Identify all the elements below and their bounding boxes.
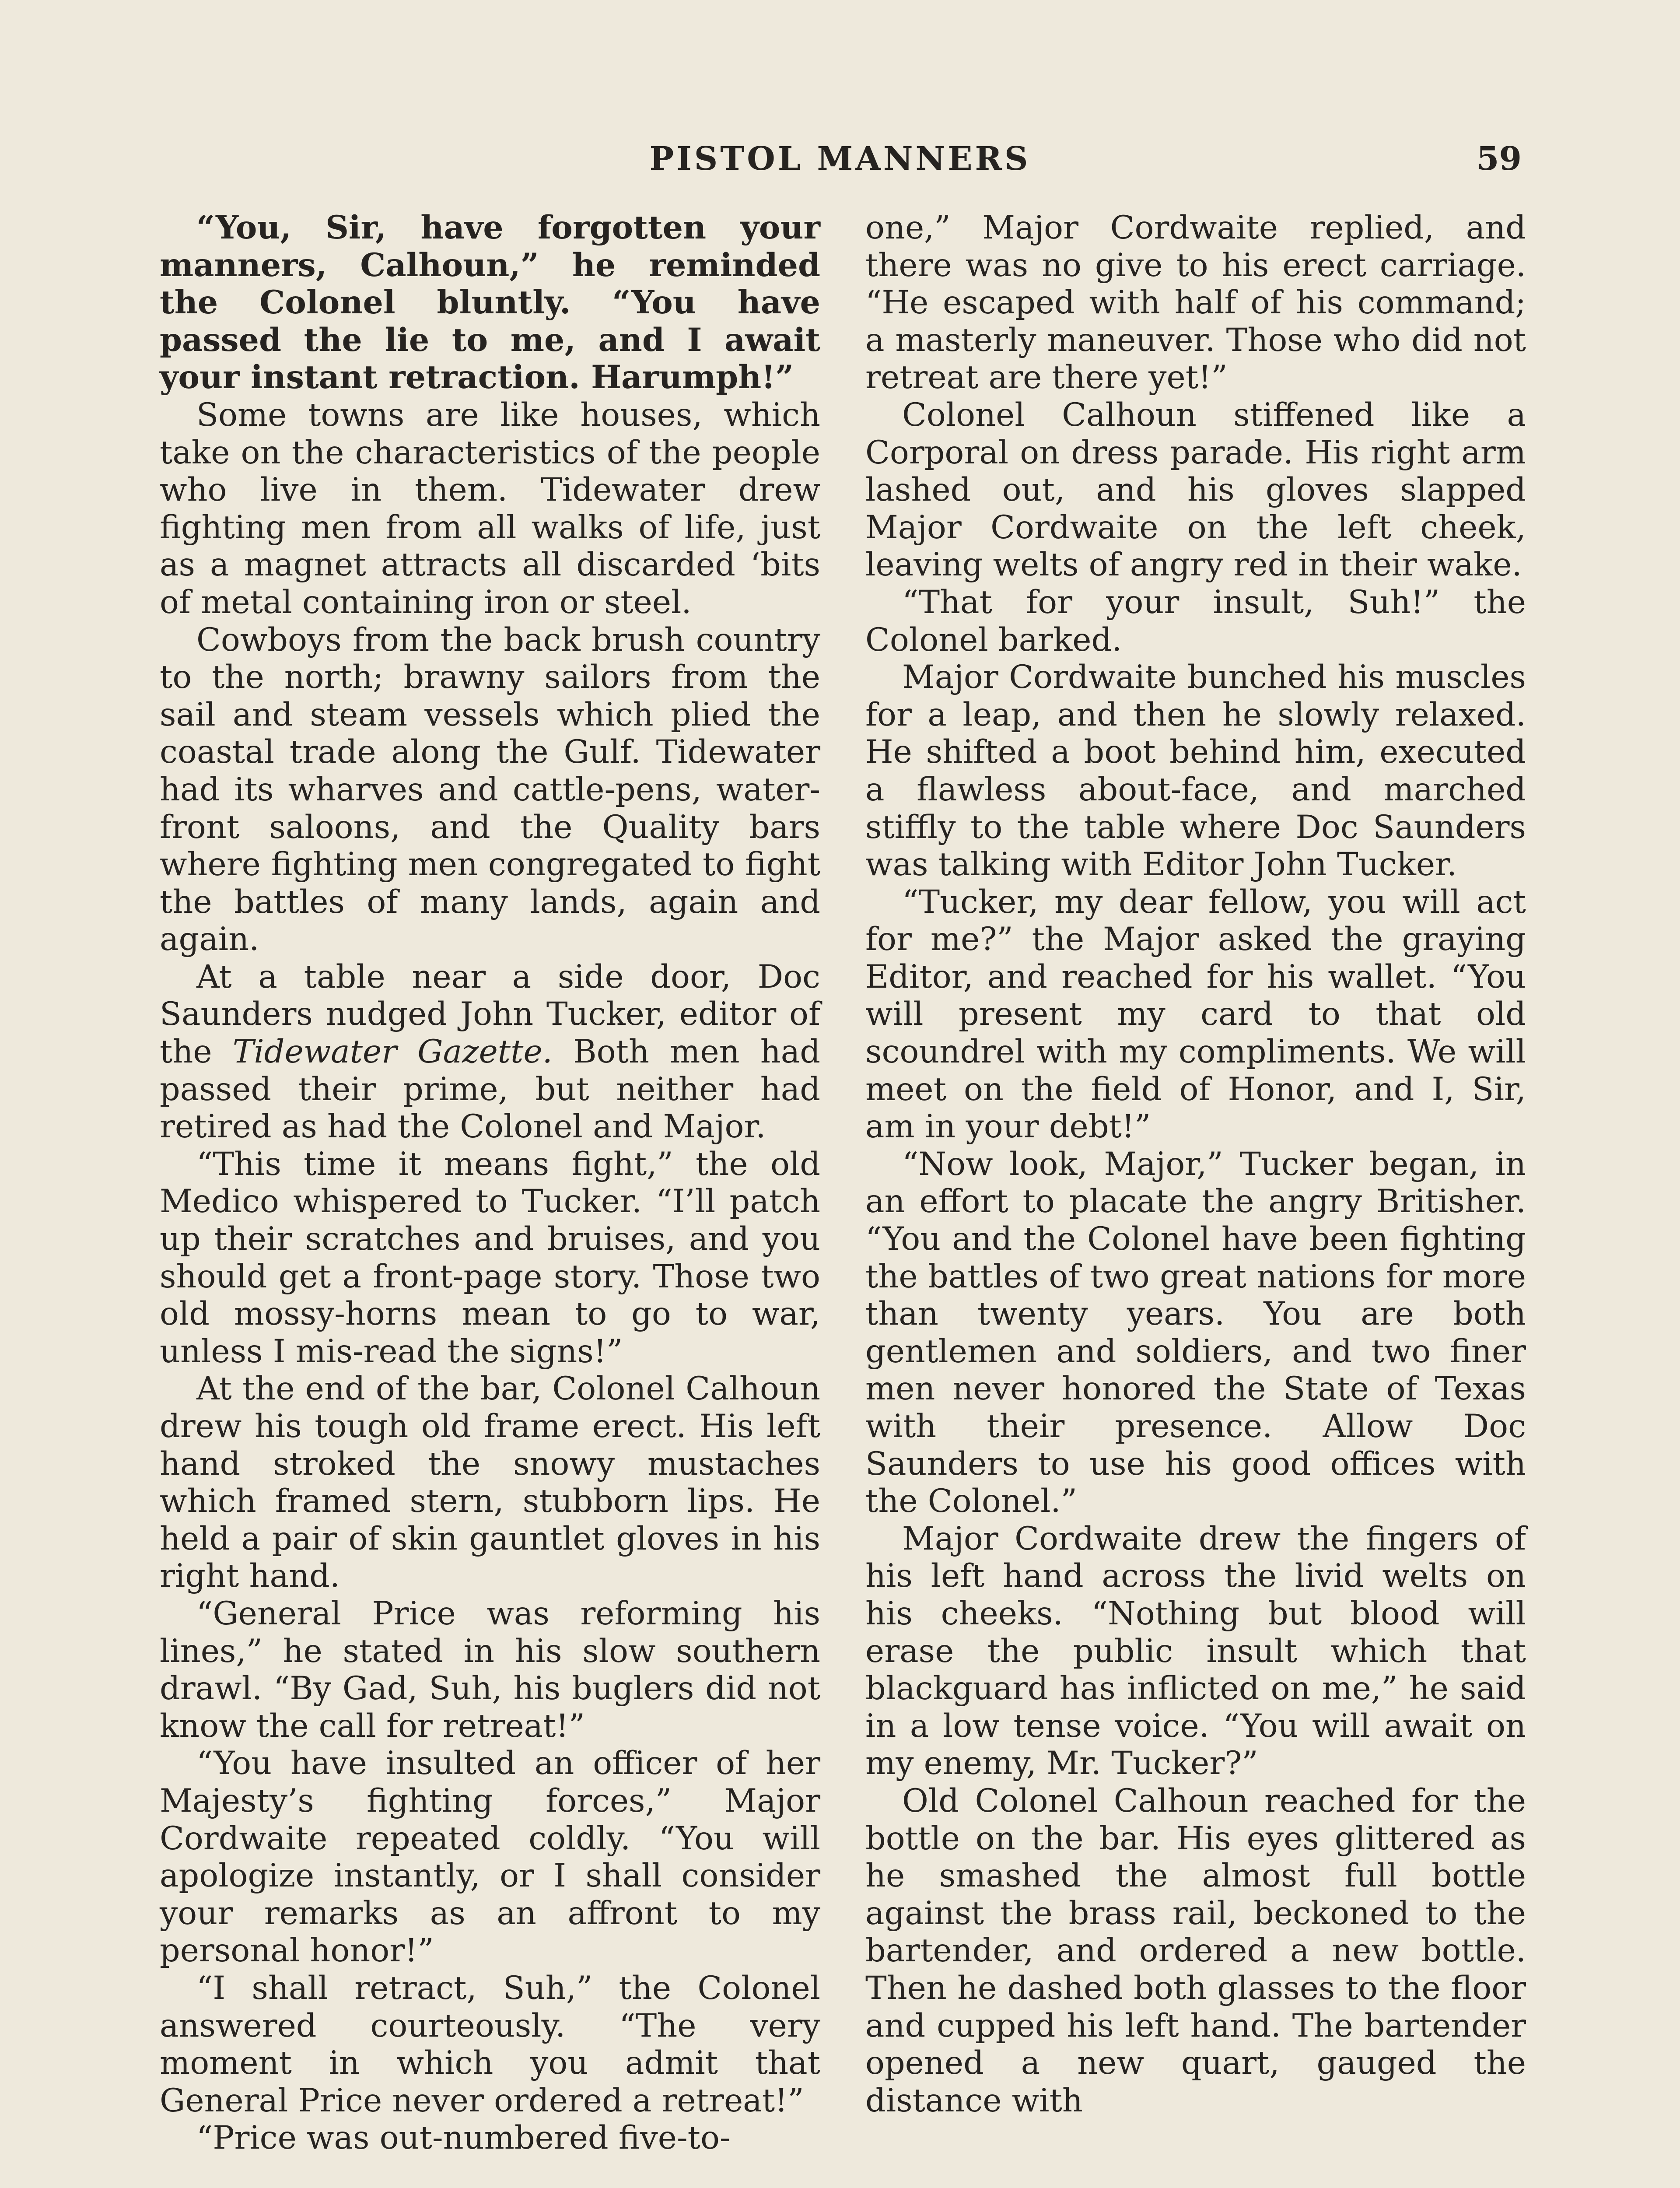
paragraph: “Now look, Major,” Tucker began, in an effort to placate the angry Britisher. “You and the Colonel have been fighting the battles of two great nations for more than twenty years. You are both gentlemen and soldiers, and two finer men never honored the State of Texas with their presence. Allow Doc Saunders to use his good offices with the Colonel.” — [865, 1145, 1526, 1520]
page-header — [0, 126, 1680, 192]
paragraph: one,” Major Cordwaite replied, and there was no give to his erect carriage. “He escaped with half of his command; a masterly maneuver. Those who did not retreat are there yet!” — [865, 209, 1526, 396]
paragraph: Colonel Calhoun stiffened like a Corporal on dress parade. His right arm lashed out, and his gloves slapped Major Cordwaite on the left cheek, leaving welts of angry red in their wake. — [865, 396, 1526, 584]
paragraph: “General Price was reforming his lines,” he stated in his slow southern drawl. “By Gad, Suh, his buglers did not know the call for retreat!” — [160, 1595, 820, 1745]
paragraph: At the end of the bar, Colonel Calhoun drew his tough old frame erect. His left hand stroked the snowy mustaches which framed stern, stubborn lips. He held a pair of skin gauntlet gloves in his right hand. — [160, 1370, 820, 1595]
paragraph: Major Cordwaite drew the fingers of his left hand across the livid welts on his cheeks. “Nothing but blood will erase the public insult which that blackguard has inflicted on me,” he said in a low tense voice. “You will await on my enemy, Mr. Tucker?” — [865, 1520, 1526, 1782]
paragraph — [160, 958, 820, 1146]
paragraph: “You have insulted an officer of her Majesty’s fighting forces,” Major Cordwaite repeated coldly. “You will apologize instantly, or I shall consider your remarks as an affront to my personal honor!” — [160, 1745, 820, 1970]
paragraph-text: At a table near a side door, Doc Saunders nudged John Tucker, editor of the — [160, 958, 820, 1071]
paragraph: “I shall retract, Suh,” the Colonel answered courteously. “The very moment in which you admit that General Price never ordered a retreat!” — [160, 1969, 820, 2119]
paragraph-text: Both men had passed their prime, but neither had retired as had the Colonel and Major. — [160, 1033, 821, 1146]
paragraph: “This time it means fight,” the old Medico whispered to Tucker. “I’ll patch up their scratches and bruises, and you should get a front-page story. Those two old mossy-horns mean to go to war, unless I mis-read the signs!” — [160, 1145, 820, 1370]
right-column — [865, 209, 1526, 2119]
paragraph: “You, Sir, have forgotten your manners, Calhoun,” he reminded the Colonel bluntly. “You have passed the lie to me, and I await your instant retraction. Harumph!” — [160, 209, 820, 396]
page-number: 59 — [1477, 140, 1522, 178]
paragraph: “Price was out-numbered five-to- — [196, 2119, 731, 2157]
left-column — [160, 209, 820, 2157]
paragraph: Old Colonel Calhoun reached for the bottle on the bar. His eyes glittered as he smashed the almost full bottle against the brass rail, beckoned to the bartender, and ordered a new bottle. Then he dashed both glasses to the floor and cupped his left hand. The bartender opened a new quart, gauged the distance with — [865, 1782, 1526, 2119]
paragraph: Some towns are like houses, which take on the characteristics of the people who live in them. Tidewater drew fighting men from all walks of life, just as a magnet attracts all discarded ‘bits of metal containing iron or steel. — [160, 396, 820, 621]
running-title: PISTOL MANNERS — [649, 140, 1031, 178]
paragraph: “That for your insult, Suh!” the Colonel barked. — [865, 583, 1526, 659]
paragraph: Major Cordwaite bunched his muscles for a leap, and then he slowly relaxed. He shifted a boot behind him, executed a flawless about-face, and marched stiffly to the table where Doc Saunders was talking with Editor John Tucker. — [865, 659, 1526, 884]
newspaper-title: Tidewater Gazette. — [232, 1033, 553, 1071]
paragraph: “Tucker, my dear fellow, you will act for me?” the Major asked the graying Editor, and reached for his wallet. “You will present my card to that old scoundrel with my compliments. We will meet on the field of Honor, and I, Sir, am in your debt!” — [865, 883, 1526, 1146]
paragraph: Cowboys from the back brush country to the north; brawny sailors from the sail and steam vessels which plied the coastal trade along the Gulf. Tidewater had its wharves and cattle-pens, water-front saloons, and the Quality bars where fighting men congregated to fight the battles of many lands, again and again. — [160, 621, 820, 958]
